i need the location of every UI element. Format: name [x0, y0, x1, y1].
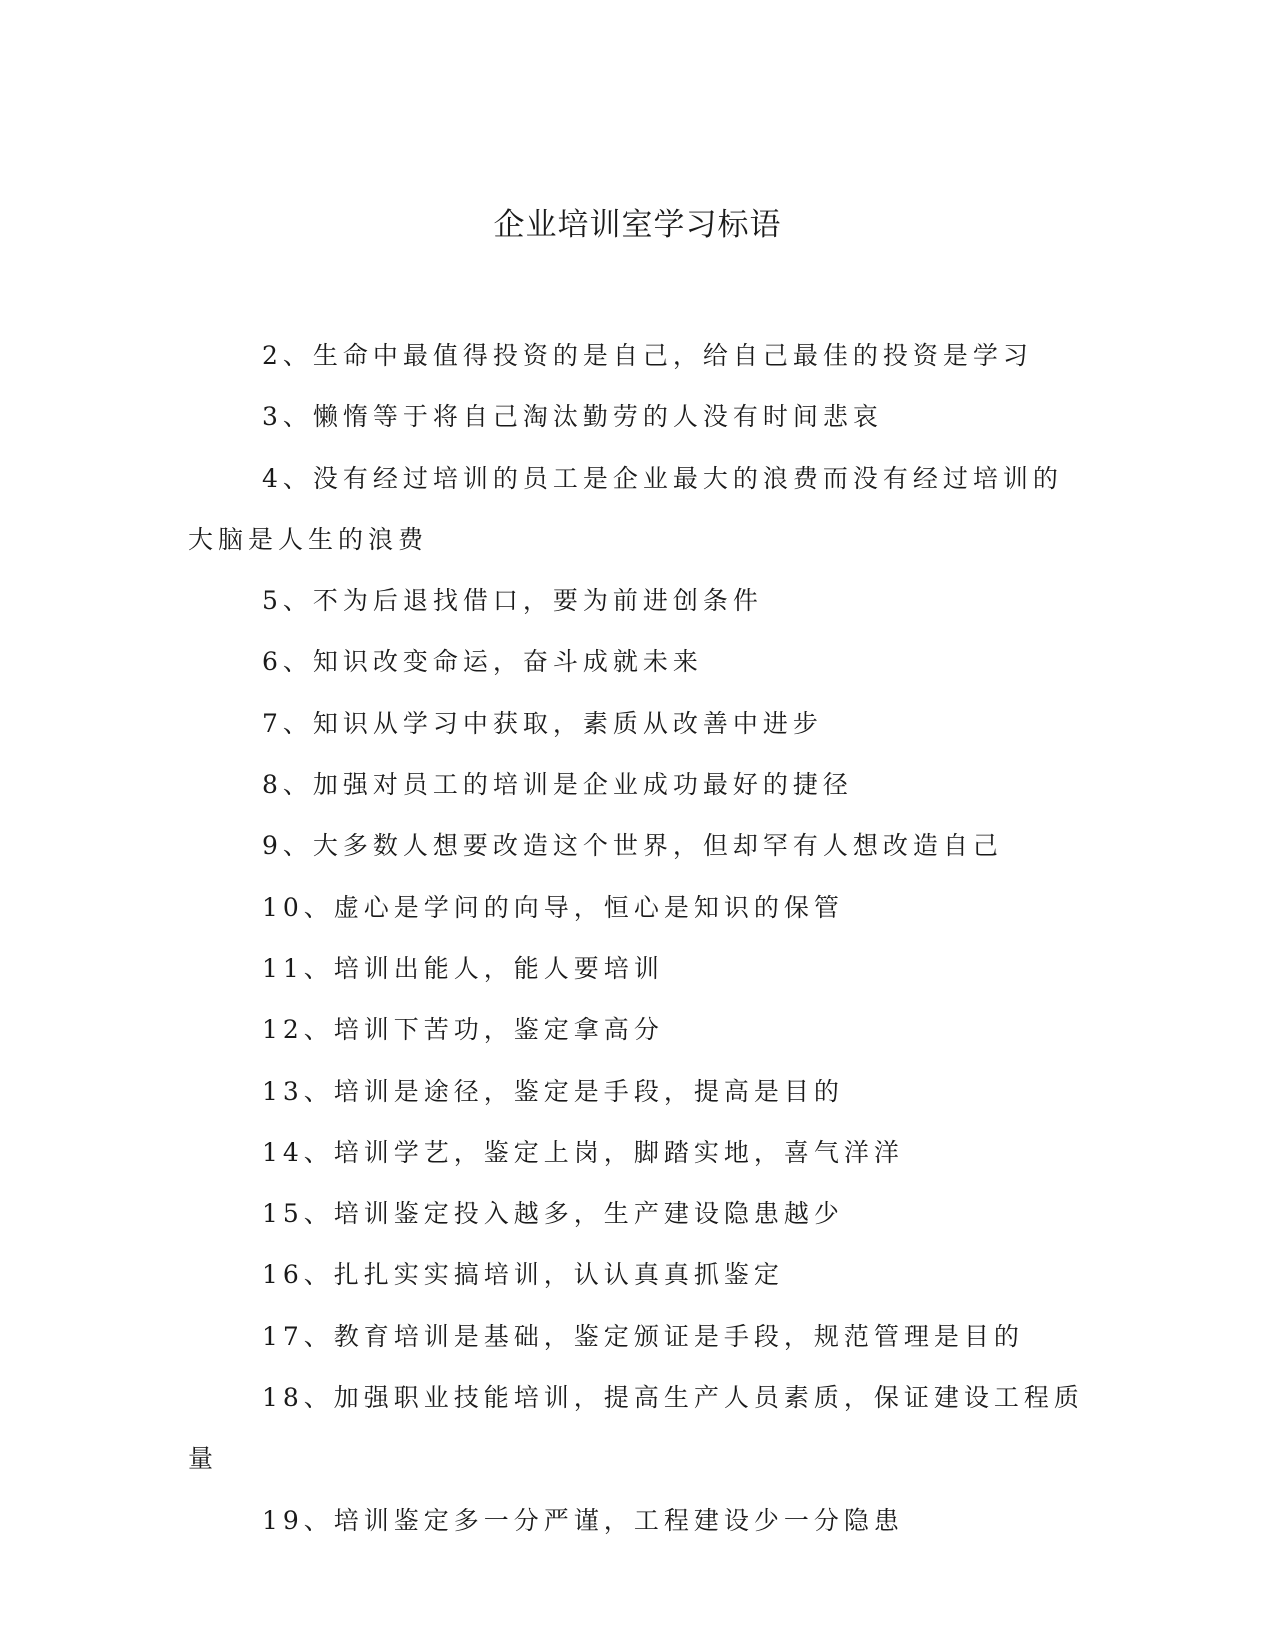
list-item: 19、培训鉴定多一分严谨，工程建设少一分隐患	[262, 1505, 904, 1535]
list-item: 2、生命中最值得投资的是自己，给自己最佳的投资是学习	[262, 341, 1033, 370]
list-item: 9、大多数人想要改造这个世界，但却罕有人想改造自己	[262, 831, 1003, 861]
list-item: 4、没有经过培训的员工是企业最大的浪费而没有经过培训的大脑是人生的浪费	[188, 463, 1063, 554]
list-item: 13、培训是途径，鉴定是手段，提高是目的	[262, 1076, 844, 1106]
list-item: 16、扎扎实实搞培训，认认真真抓鉴定	[262, 1260, 784, 1290]
list-item: 8、加强对员工的培训是企业成功最好的捷径	[262, 770, 853, 800]
list-item: 7、知识从学习中获取，素质从改善中进步	[262, 708, 823, 738]
list-item: 17、教育培训是基础，鉴定颁证是手段，规范管理是目的	[262, 1321, 1024, 1351]
list-item: 5、不为后退找借口，要为前进创条件	[262, 586, 763, 616]
list-item: 18、加强职业技能培训，提高生产人员素质，保证建设工程质量	[188, 1383, 1084, 1474]
list-item: 6、知识改变命运，奋斗成就未来	[262, 647, 703, 677]
list-item: 12、培训下苦功，鉴定拿高分	[262, 1015, 664, 1045]
list-item: 10、虚心是学问的向导，恒心是知识的保管	[262, 892, 844, 922]
list-item: 11、培训出能人，能人要培训	[262, 953, 664, 983]
document-title: 企业培训室学习标语	[493, 207, 782, 243]
list-item: 15、培训鉴定投入越多，生产建设隐患越少	[262, 1199, 844, 1229]
slogan-list	[188, 325, 1088, 1551]
list-item: 14、培训学艺，鉴定上岗，脚踏实地，喜气洋洋	[262, 1137, 904, 1167]
list-item: 3、懒惰等于将自己淘汰勤劳的人没有时间悲哀	[262, 402, 883, 432]
